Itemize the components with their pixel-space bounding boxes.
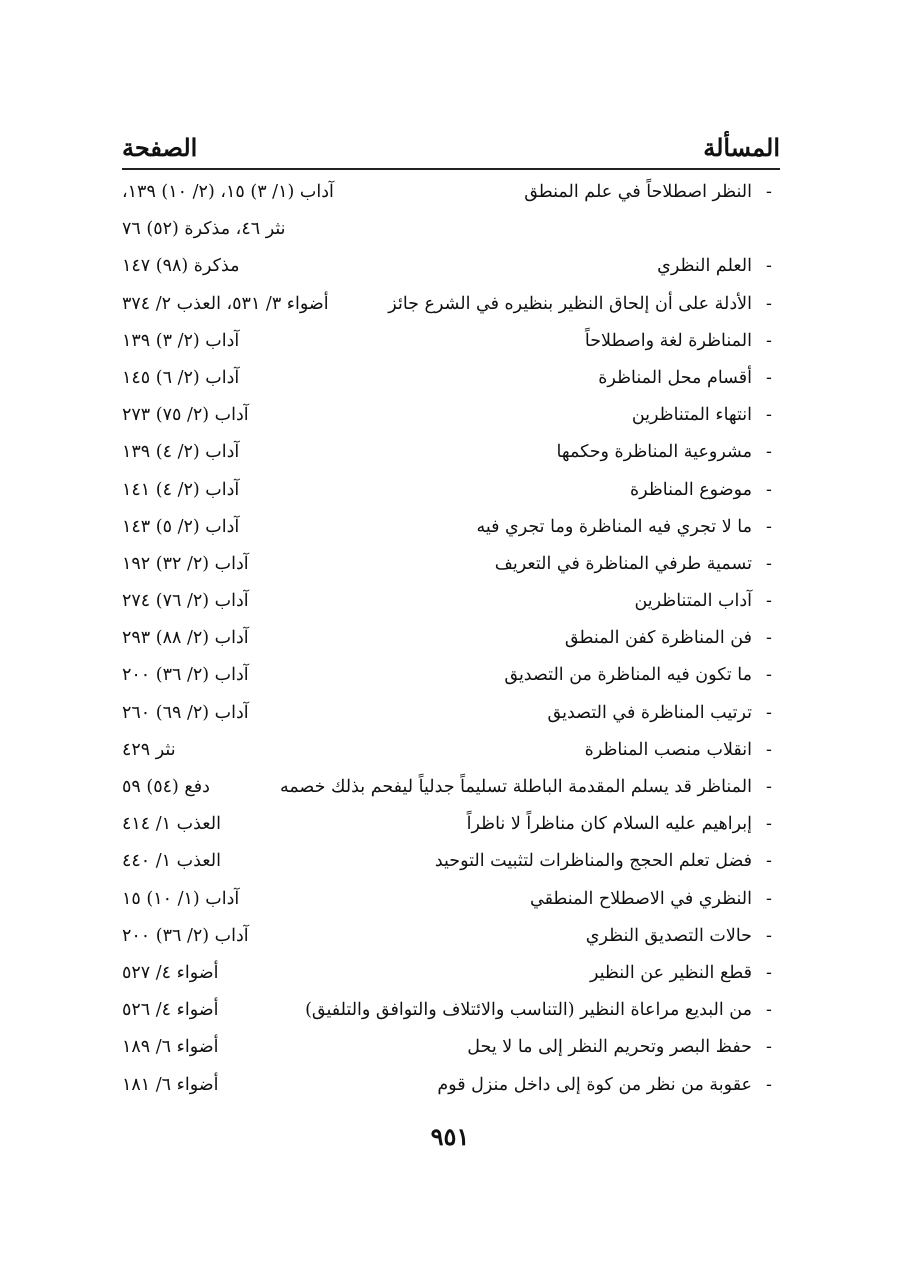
index-entry: [122, 360, 780, 397]
entry-dash: -: [766, 1037, 772, 1058]
entry-subject: عقوبة من نظر من كوة إلى داخل منزل قوم: [437, 1074, 752, 1095]
index-entry: [122, 546, 780, 583]
entry-subject: فضل تعلم الحجج والمناظرات لتثبيت التوحيد: [434, 851, 752, 872]
entry-subject: العلم النظري: [657, 256, 752, 277]
entry-reference: أضواء ٤/ ٥٢٧: [122, 962, 219, 983]
index-entry: [122, 806, 780, 843]
entry-dash: -: [766, 702, 772, 723]
entry-reference: آداب (٢/ ٨٨) ٢٩٣: [122, 628, 249, 649]
index-entry: [122, 174, 780, 211]
entry-reference: أضواء ٦/ ١٨١: [122, 1074, 219, 1095]
entry-subject: حفظ البصر وتحريم النظر إلى ما لا يحل: [467, 1037, 752, 1058]
entry-dash: -: [766, 1074, 772, 1095]
index-entry: [122, 732, 780, 769]
index-entry: [122, 323, 780, 360]
index-entry: [122, 583, 780, 620]
index-entry: [122, 434, 780, 471]
entry-subject: ترتيب المناظرة في التصديق: [547, 702, 752, 723]
entry-reference: آداب (٢/ ٤) ١٣٩: [122, 442, 240, 463]
index-entry: [122, 620, 780, 657]
entry-subject: موضوع المناظرة: [630, 479, 752, 500]
entry-dash: -: [766, 962, 772, 983]
entry-reference: أضواء ٦/ ١٨٩: [122, 1037, 219, 1058]
entry-dash: -: [766, 925, 772, 946]
entry-dash: -: [766, 777, 772, 797]
entry-reference: آداب (٢/ ٣٦) ٢٠٠: [122, 925, 249, 946]
entry-reference: آداب (١/ ١٠) ١٥: [122, 888, 240, 909]
entry-subject: مشروعية المناظرة وحكمها: [556, 442, 752, 463]
entry-dash: -: [766, 256, 772, 277]
index-entry-continuation: [122, 211, 780, 248]
entry-reference: العذب ١/ ٤٤٠: [122, 851, 221, 872]
entry-reference: نثر ٤٢٩: [122, 739, 176, 760]
header-rule: [122, 168, 780, 170]
index-entry: [122, 248, 780, 285]
index-entry: [122, 1029, 780, 1066]
index-entry: [122, 769, 780, 806]
entry-dash: -: [766, 851, 772, 872]
index-entry: [122, 397, 780, 434]
entry-subject: آداب المتناظرين: [634, 591, 752, 612]
entry-subject: انقلاب منصب المناظرة: [584, 739, 752, 760]
entry-dash: -: [766, 591, 772, 612]
entry-subject: ما لا تجري فيه المناظرة وما تجري فيه: [476, 516, 752, 537]
entry-reference: دفع (٥٤) ٥٩: [122, 777, 210, 797]
entry-subject: النظري في الاصطلاح المنطقي: [529, 888, 752, 909]
column-title-issue: المسألة: [703, 133, 780, 162]
entry-reference: العذب ١/ ٤١٤: [122, 814, 221, 835]
index-page: [122, 118, 780, 1104]
entry-dash: -: [766, 367, 772, 388]
entry-subject: المناظرة لغة واصطلاحاً: [584, 330, 752, 351]
index-entry: [122, 509, 780, 546]
entry-reference: آداب (٢/ ٣٢) ١٩٢: [122, 553, 249, 574]
column-title-page: الصفحة: [122, 133, 198, 162]
entry-subject: إبراهيم عليه السلام كان مناظراً لا ناظراً: [466, 814, 752, 835]
index-entry: [122, 657, 780, 694]
entry-reference: آداب (٢/ ٧٥) ٢٧٣: [122, 405, 249, 426]
index-entry: [122, 1067, 780, 1104]
page-number: ٩٥١: [430, 1122, 470, 1151]
column-header: [122, 118, 780, 168]
entry-subject: ما تكون فيه المناظرة من التصديق: [504, 665, 752, 686]
entry-dash: -: [766, 516, 772, 537]
entry-dash: -: [766, 553, 772, 574]
index-entry: [122, 918, 780, 955]
entry-dash: -: [766, 1000, 772, 1021]
entry-subject: انتهاء المتناظرين: [631, 405, 752, 426]
entry-dash: -: [766, 479, 772, 500]
index-entry: [122, 992, 780, 1029]
entry-reference: آداب (٢/ ٤) ١٤١: [122, 479, 240, 500]
entry-dash: -: [766, 814, 772, 835]
entry-reference: أضواء ٣/ ٥٣١، العذب ٢/ ٣٧٤: [122, 293, 329, 314]
entry-dash: -: [766, 628, 772, 649]
entry-dash: -: [766, 330, 772, 351]
index-entry: [122, 955, 780, 992]
entry-dash: -: [766, 888, 772, 909]
entry-dash: -: [766, 442, 772, 463]
entry-subject: قطع النظير عن النظير: [589, 962, 752, 983]
entry-reference: أضواء ٤/ ٥٢٦: [122, 1000, 219, 1021]
entry-dash: -: [766, 405, 772, 426]
entry-subject: أقسام محل المناظرة: [598, 367, 752, 388]
entry-dash: -: [766, 665, 772, 686]
entry-dash: -: [766, 293, 772, 314]
entry-dash: -: [766, 739, 772, 760]
index-entry: [122, 881, 780, 918]
entry-reference: آداب (٢/ ٧٦) ٢٧٤: [122, 591, 249, 612]
index-entry: [122, 843, 780, 880]
entry-reference: آداب (٢/ ٥) ١٤٣: [122, 516, 240, 537]
index-entry: [122, 472, 780, 509]
entry-subject: الأدلة على أن إلحاق النظير بنظيره في الشرع جائز: [388, 293, 752, 314]
entry-reference: آداب (٢/ ٣٦) ٢٠٠: [122, 665, 249, 686]
entry-reference: مذكرة (٩٨) ١٤٧: [122, 256, 240, 277]
entry-subject: حالات التصديق النظري: [585, 925, 752, 946]
entry-reference: نثر ٤٦، مذكرة (٥٢) ٧٦: [122, 219, 286, 240]
entry-subject: من البديع مراعاة النظير (التناسب والائتلاف والتوافق والتلفيق): [305, 1000, 752, 1021]
entry-subject: فن المناظرة كفن المنطق: [564, 628, 752, 649]
index-entry: [122, 695, 780, 732]
entry-reference: آداب (٢/ ٦٩) ٢٦٠: [122, 702, 249, 723]
entry-subject: المناظر قد يسلم المقدمة الباطلة تسليماً جدلياً ليفحم بذلك خصمه: [279, 777, 752, 797]
index-list: [122, 174, 780, 1104]
index-entry: [122, 286, 780, 323]
entry-dash: -: [766, 182, 772, 202]
entry-subject: تسمية طرفي المناظرة في التعريف: [494, 553, 752, 574]
entry-subject: النظر اصطلاحاً في علم المنطق: [524, 182, 752, 202]
entry-reference: آداب (١/ ٣) ١٥، (٢/ ١٠) ١٣٩،: [122, 182, 334, 202]
entry-reference: آداب (٢/ ٣) ١٣٩: [122, 330, 240, 351]
entry-reference: آداب (٢/ ٦) ١٤٥: [122, 367, 240, 388]
